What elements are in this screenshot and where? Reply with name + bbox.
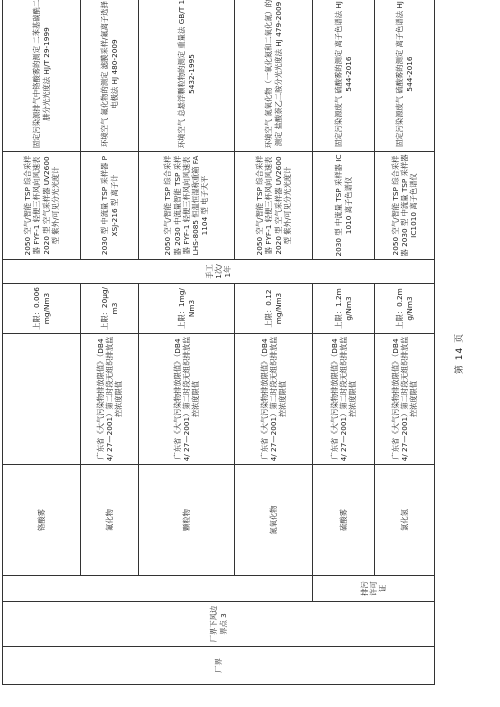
table-row (313, 0, 375, 685)
pollutant-cell: 氟化物 (81, 465, 139, 576)
limit-cell: 上限：0.12mg/Nm3 (235, 284, 313, 334)
method-cell: 固定污染源废气 硫酸雾的测定 离子色谱法 HJ544-2016 (313, 0, 375, 152)
standard-cell: 广东省《大气污染物排放限值》（DB44/ 27—2001）第二时段无组织排放监控浓度限值 (235, 334, 313, 465)
frequency-cell (3, 260, 435, 284)
method-cell: 环境空气 氮氧化物（一氧化氮和二氧化氮）的测定 盐酸萘乙二胺分光光度法 HJ 479-2009 (235, 0, 313, 152)
subcategory-label: 厂界下风边界点 3 (209, 605, 228, 643)
category-cell (3, 647, 435, 685)
pollutant-cell: 硫酸雾 (313, 465, 375, 576)
standard-cell: 广东省《大气污染物排放限值》（DB44/ 27—2001）第二时段无组织排放监控浓度限值 (81, 334, 139, 465)
equipment-cell: 2050 空气/智能 TSP 综合采样器 2030 型 中流量 TSP 采样器 IC1010 离子色谱仪 (375, 152, 435, 260)
equipment-cell: 2030 型 中流量 TSP 采样器 IC1010 离子色谱仪 (313, 152, 375, 260)
method-cell: 固定污染源排气中铬酸雾的测定 二苯基碳酰二肼分光光度法 HJ/T 29-1999 (3, 0, 81, 152)
limit-cell: 上限：0.006mg/Nm3 (3, 284, 81, 334)
equipment-cell: 2050 空气/智能 TSP 综合采样器 FYF-1 轻便三杯风向风速表 2020 型 空气采样器 UV2600 型 紫外/可见分光光度计 (235, 152, 313, 260)
standard-cell: 广东省《大气污染物排放限值》（DB44/ 27—2001）第二时段无组织排放监控浓度限值 (139, 334, 235, 465)
subcategory-cell (3, 602, 435, 647)
limit-cell: 上限：20μg/m3 (81, 284, 139, 334)
equipment-cell: 2030 型 中流量 TSP 采样器 PXSJ-216 型 离子计 (81, 152, 139, 260)
pollutant-cell: 铬酸雾 (3, 465, 81, 576)
category-label: 厂界 (213, 658, 223, 673)
page-number: 第 14 页 (455, 332, 465, 375)
standard-cell (3, 334, 81, 465)
standard-cell: 广东省《大气污染物排放限值》（DB44/ 27—2001）第二时段无组织排放监控浓度限值 (375, 334, 435, 465)
limit-cell: 上限：1.2mg/Nm3 (313, 284, 375, 334)
equipment-cell: 2050 空气/智能 TSP 综合采样器 2030 中流量智能 TSP 采样器 FYF-1 轻便三杯风向风速表 LHS-8085 恒温恒湿称重箱 FA1104 型 电子天平 (139, 152, 235, 260)
table-row (3, 0, 81, 685)
blank-cell (3, 576, 313, 602)
method-cell: 固定污染源废气 硫酸雾的测定 离子色谱法 HJ544-2016 (375, 0, 435, 152)
frequency-label: 手工 1次/1年 (204, 264, 233, 279)
permit-cell (313, 576, 435, 602)
method-cell: 环境空气 总悬浮颗粒物的测定 重量法 GB/T 15432-1995 (139, 0, 235, 152)
pollutant-cell: 氮氧化物 (235, 465, 313, 576)
equipment-cell: 2050 空气/智能 TSP 综合采样器 FYF-1 轻便三杯风向风速表 2020 型 空气采样器 UV2600 型 紫外/可见分光光度计 (3, 152, 81, 260)
permit-label: 排污许可证 (359, 581, 388, 596)
monitoring-table (2, 0, 435, 685)
limit-cell: 上限：0.2mg/Nm3 (375, 284, 435, 334)
limit-cell: 上限：1mg/Nm3 (139, 284, 235, 334)
pollutant-cell: 颗粒物 (139, 465, 235, 576)
method-cell: 环境空气 氟化物的测定 滤膜采样/氟离子选择电极法 HJ 480-2009 (81, 0, 139, 152)
pollutant-cell: 氯化氢 (375, 465, 435, 576)
standard-cell: 广东省《大气污染物排放限值》（DB44/ 27—2001）第二时段无组织排放监控浓度限值 (313, 334, 375, 465)
